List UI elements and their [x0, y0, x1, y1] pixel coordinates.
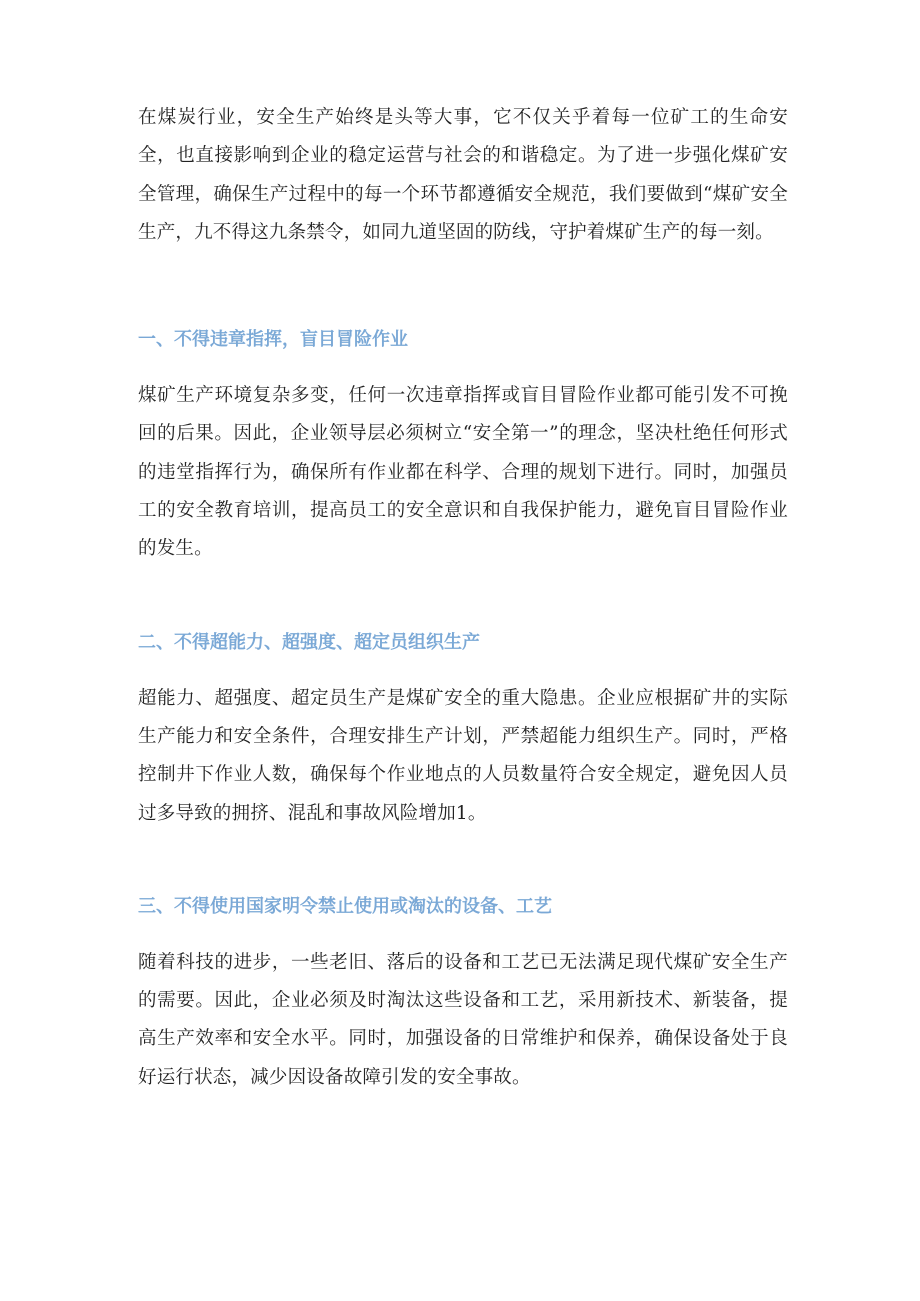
section-body: 随着科技的进步，一些老旧、落后的设备和工艺已无法满足现代煤矿安全生产的需要。因此，企业必须及时淘汰这些设备和工艺，采用新技术、新装备，提高生产效率和安全水平。同时，加强设备的日常维护和保养，确保设备处于良好运行状态，减少因设备故障引发的安全事故。	[138, 951, 788, 1088]
section-heading: 二、不得超能力、超强度、超定员组织生产	[138, 631, 480, 653]
section-1	[138, 321, 788, 568]
intro-paragraph: 在煤炭行业，安全生产始终是头等大事，它不仅关乎着每一位矿工的生命安全，也直接影响到企业的稳定运营与社会的和谐稳定。为了进一步强化煤矿安全管理，确保生产过程中的每一个环节都遵循安全规范，我们要做到“煤矿安全生产，九不得这九条禁令，如同九道坚固的防线，守护着煤矿生产的每一刻。	[138, 107, 788, 243]
section-heading: 一、不得违章指挥，盲目冒险作业	[138, 329, 408, 351]
section-heading: 三、不得使用国家明令禁止使用或淘汰的设备、工艺	[138, 895, 552, 917]
document-page	[138, 99, 788, 1097]
section-2	[138, 624, 788, 833]
section-body: 超能力、超强度、超定员生产是煤矿安全的重大隐患。企业应根据矿井的实际生产能力和安全条件，合理安排生产计划，严禁超能力组织生产。同时，严格控制井下作业人数，确保每个作业地点的人员数量符合安全规定，避免因人员过多导致的拥挤、混乱和事故风险增加1。	[138, 687, 788, 824]
section-3	[138, 888, 788, 1097]
section-body: 煤矿生产环境复杂多变，任何一次违章指挥或盲目冒险作业都可能引发不可挽回的后果。因此，企业领导层必须树立“安全第一”的理念，坚决杜绝任何形式的违堂指挥行为，确保所有作业都在科学、合理的规划下进行。同时，加强员工的安全教育培训，提高员工的安全意识和自我保护能力，避免盲目冒险作业的发生。	[138, 385, 788, 560]
